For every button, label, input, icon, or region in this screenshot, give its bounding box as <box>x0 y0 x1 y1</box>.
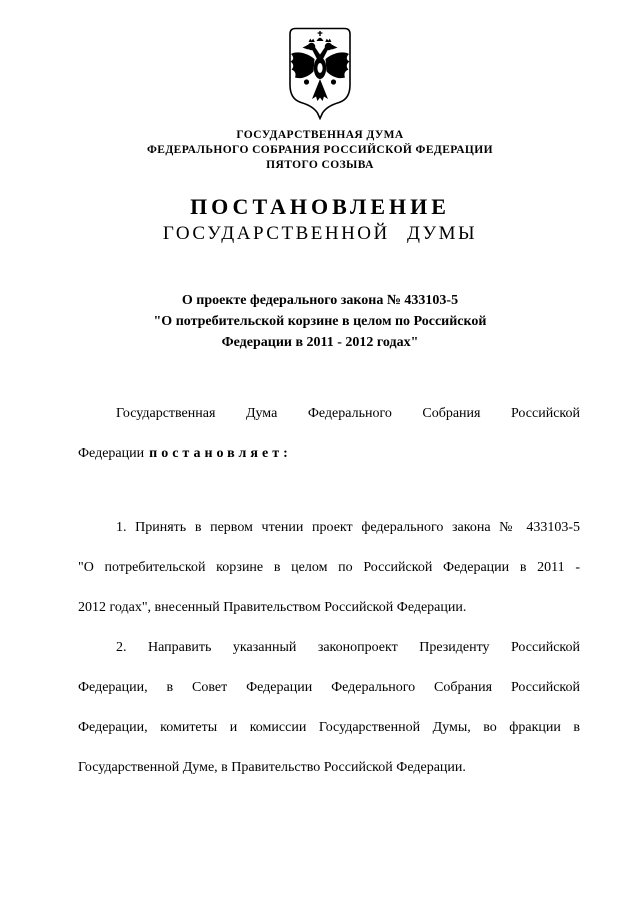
double-headed-eagle <box>291 31 350 101</box>
subject-line-2: "О потребительской корзине в целом по Российской <box>153 314 487 329</box>
coat-of-arms-icon <box>283 25 357 121</box>
paragraph-1-line-3: 2012 годах", внесенный Правительством Российской Федерации. <box>78 600 467 615</box>
intro-paragraph <box>78 394 580 474</box>
intro-line-1: Государственная Дума Федерального Собрания Российской <box>116 406 580 421</box>
paragraph-2-line-1: 2. Направить указанный законопроект Президенту Российской <box>116 640 580 655</box>
intro-resolves-emphasis: постановляет: <box>149 446 292 461</box>
subject-line-3: Федерации в 2011 - 2012 годах" <box>221 335 419 350</box>
letterhead-line-institution: ГОСУДАРСТВЕННАЯ ДУМА <box>236 129 404 141</box>
decree-subject <box>0 290 640 353</box>
paragraph-2-line-4: Государственной Думе, в Правительство Российской Федерации. <box>78 760 466 775</box>
letterhead <box>0 128 640 173</box>
decree-body <box>0 394 640 788</box>
paragraph-1-line-1: 1. Принять в первом чтении проект федерального закона № 433103-5 <box>116 520 580 535</box>
paragraph-2 <box>78 628 580 788</box>
letterhead-line-convocation: ПЯТОГО СОЗЫВА <box>266 159 374 171</box>
decree-subtitle: ГОСУДАРСТВЕННОЙ ДУМЫ <box>162 223 478 244</box>
paragraph-2-line-3: Федерации, комитеты и комиссии Государственной Думы, во фракции в <box>78 720 580 735</box>
subject-line-1: О проекте федерального закона № 433103-5 <box>181 293 459 308</box>
intro-line-2-text: Федерации <box>78 446 145 461</box>
paragraph-1-line-2: "О потребительской корзине в целом по Российской Федерации в 2011 - <box>78 560 580 575</box>
intro-line-2 <box>78 434 580 474</box>
letterhead-line-assembly: ФЕДЕРАЛЬНОГО СОБРАНИЯ РОССИЙСКОЙ ФЕДЕРАЦИИ <box>147 144 493 156</box>
decree-title: ПОСТАНОВЛЕНИЕ <box>190 194 450 219</box>
paragraph-1 <box>78 508 580 628</box>
paragraph-2-line-2: Федерации, в Совет Федерации Федерального Собрания Российской <box>78 680 580 695</box>
